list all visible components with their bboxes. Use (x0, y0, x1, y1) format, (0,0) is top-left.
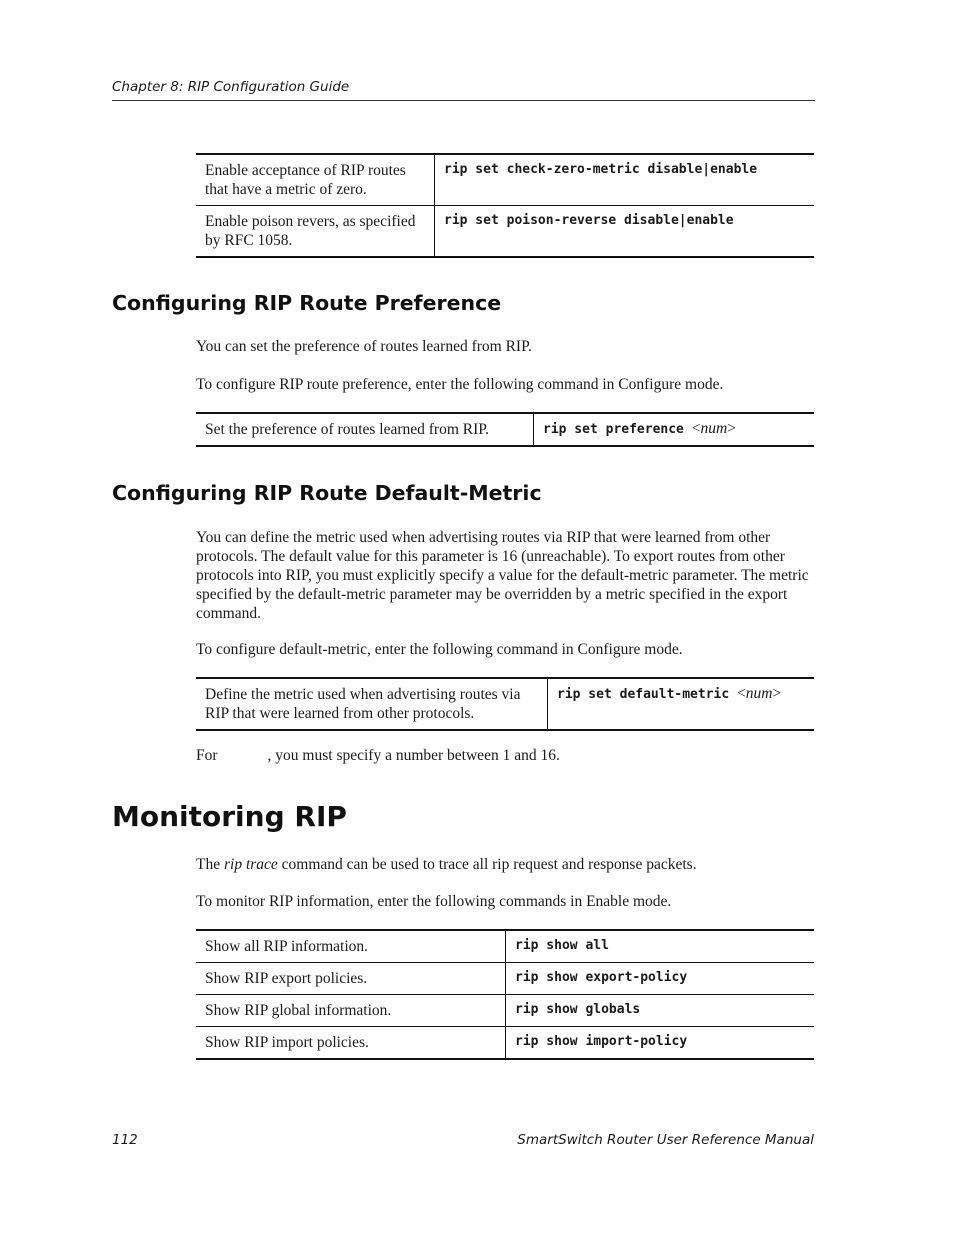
table-cell-description: Show RIP import policies. (196, 1027, 506, 1060)
table-row (196, 154, 814, 206)
paragraph: The rip trace command can be used to trace all rip request and response packets. (196, 856, 697, 873)
section-heading-preference: Configuring RIP Route Preference (112, 291, 502, 315)
table-row (196, 930, 814, 963)
chapter-section-heading: Monitoring RIP (112, 800, 347, 833)
table-cell-command: rip show globals (506, 995, 815, 1027)
table-cell-command: rip show import-policy (506, 1027, 815, 1060)
default-metric-command-table (196, 677, 814, 731)
command-text: rip set default-metric (557, 687, 730, 702)
running-header: Chapter 8: RIP Configuration Guide (112, 79, 815, 101)
command-argument: <num> (691, 420, 736, 437)
rip-options-table (196, 153, 814, 258)
table-cell-command: rip set check-zero-metric disable|enable (444, 162, 758, 177)
table-row (196, 413, 814, 446)
paragraph: You can set the preference of routes learned from RIP. (196, 338, 532, 355)
table-cell-command (548, 678, 815, 730)
table-cell-description: Enable poison revers, as specified by RFC 1058. (196, 206, 435, 258)
monitoring-commands-table (196, 929, 814, 1060)
table-row (196, 206, 814, 258)
command-text: rip set preference (543, 422, 684, 437)
paragraph: To configure RIP route preference, enter the following command in Configure mode. (196, 376, 724, 393)
table-cell-description: Show all RIP information. (196, 930, 506, 963)
paragraph: You can define the metric used when advertising routes via RIP that were learned from other protocols. The default value for this parameter is 16 (unreachable). To export routes from other protocols into RIP, you must explicitly specify a value for the default-metric parameter. The metric specified by the default-metric parameter may be overridden by a metric specified in the export command. (196, 529, 809, 622)
table-row (196, 995, 814, 1027)
table-row (196, 678, 814, 730)
paragraph: To monitor RIP information, enter the following commands in Enable mode. (196, 893, 672, 910)
table-cell-command (534, 413, 815, 446)
table-cell-command: rip show export-policy (506, 963, 815, 995)
table-row (196, 1027, 814, 1060)
preference-command-table (196, 412, 814, 447)
note-paragraph: For , you must specify a number between 1 and 16. (196, 747, 560, 764)
table-row (196, 963, 814, 995)
table-cell-command: rip set poison-reverse disable|enable (435, 206, 815, 258)
footer-manual-title: SmartSwitch Router User Reference Manual (517, 1132, 814, 1148)
table-cell-description: Define the metric used when advertising routes via RIP that were learned from other protocols. (196, 678, 548, 730)
paragraph: To configure default-metric, enter the following command in Configure mode. (196, 641, 683, 658)
command-argument: <num> (737, 685, 782, 702)
inline-command: rip trace (223, 856, 278, 873)
table-cell-command: rip show all (515, 938, 609, 953)
table-cell-description: Show RIP global information. (196, 995, 506, 1027)
page-number: 112 (112, 1132, 138, 1148)
table-cell-description: Enable acceptance of RIP routes that have a metric of zero. (196, 154, 435, 206)
table-cell-description: Show RIP export policies. (196, 963, 506, 995)
table-cell-description: Set the preference of routes learned from RIP. (196, 413, 534, 446)
section-heading-default-metric: Configuring RIP Route Default-Metric (112, 481, 542, 505)
